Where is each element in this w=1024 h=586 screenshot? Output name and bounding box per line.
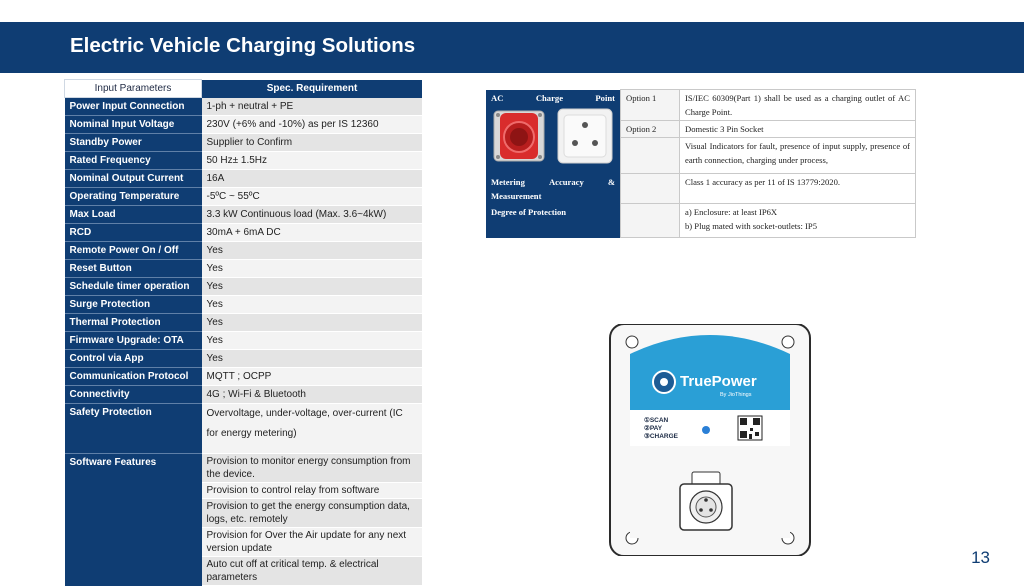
spec-row: [65, 206, 423, 224]
spec-row: [65, 152, 423, 170]
accuracy-word: Accuracy: [548, 176, 584, 187]
spec-value: Yes: [202, 242, 423, 260]
domestic-socket-image: [556, 107, 614, 165]
spec-value: MQTT ; OCPP: [202, 368, 423, 386]
spec-row: [65, 224, 423, 242]
device-step-pay: ②PAY: [644, 425, 663, 432]
spec-value: Yes: [202, 314, 423, 332]
spec-value: Supplier to Confirm: [202, 134, 423, 152]
spec-value: Yes: [202, 332, 423, 350]
col-header-spec-requirement: Spec. Requirement: [202, 80, 423, 98]
metering-word: Metering: [491, 176, 525, 187]
spec-value: Yes: [202, 278, 423, 296]
device-step-charge: ③CHARGE: [644, 433, 678, 440]
spec-label: Max Load: [65, 206, 202, 224]
spec-value: 3.3 kW Continuous load (Max. 3.6~4kW): [202, 206, 423, 224]
ampersand-word: &: [607, 176, 615, 187]
software-features-label: Software Features: [65, 454, 202, 586]
spec-row: [65, 134, 423, 152]
option-1-text: IS/IEC 60309(Part 1) shall be used as a charging outlet of AC Charge Point.: [680, 90, 916, 121]
metering-row: [486, 174, 916, 204]
page-title: Electric Vehicle Charging Solutions: [70, 34, 416, 57]
spec-label: Remote Power On / Off: [65, 242, 202, 260]
option-2-name: Option 2: [621, 121, 680, 138]
protection-label: Degree of Protection: [486, 204, 621, 238]
ac-word: AC: [491, 92, 504, 103]
spec-row: [65, 386, 423, 404]
spec-row: [65, 368, 423, 386]
spec-label: Surge Protection: [65, 296, 202, 314]
software-feature-item: Provision to monitor energy consumption from the device.: [202, 454, 423, 483]
software-feature-item: Provision to control relay from software: [202, 483, 423, 499]
software-feature-item: Provision to get the energy consumption data, logs, etc. remotely: [202, 499, 423, 528]
spec-label: Firmware Upgrade: OTA: [65, 332, 202, 350]
spec-value: Overvoltage, under-voltage, over-current (IC for energy metering): [202, 404, 423, 454]
protection-line-2: b) Plug mated with socket-outlets: IP5: [685, 221, 817, 231]
spec-row: [65, 278, 423, 296]
indicator-row: [486, 138, 916, 174]
metering-mid: [621, 174, 680, 204]
spec-label: RCD: [65, 224, 202, 242]
spec-label: Standby Power: [65, 134, 202, 152]
protection-text: [680, 204, 916, 238]
option-2-text: Domestic 3 Pin Socket: [680, 121, 916, 138]
protection-row: [486, 204, 916, 238]
spec-label: Communication Protocol: [65, 368, 202, 386]
spec-label: Operating Temperature: [65, 188, 202, 206]
spec-value: Yes: [202, 296, 423, 314]
indicator-mid: [621, 138, 680, 174]
slide-header: [0, 22, 1024, 73]
software-feature-item: Provision for Over the Air update for any next version update: [202, 528, 423, 557]
option-row-1: [486, 90, 916, 121]
spec-label: Control via App: [65, 350, 202, 368]
device-step-scan: ①SCAN: [644, 417, 669, 424]
spec-row: [65, 170, 423, 188]
spec-row: [65, 350, 423, 368]
charger-device-image: [520, 324, 900, 556]
spec-value: Yes: [202, 260, 423, 278]
spec-row: [65, 260, 423, 278]
device-brand: TruePower: [680, 373, 757, 390]
spec-label: Nominal Output Current: [65, 170, 202, 188]
spec-value: -5ºC ~ 55ºC: [202, 188, 423, 206]
point-word: Point: [595, 92, 615, 103]
metering-label: [486, 174, 621, 204]
spec-body: [65, 98, 423, 586]
status-led-icon: [702, 426, 710, 434]
spec-label: Safety Protection: [65, 404, 202, 454]
spec-label: Power Input Connection: [65, 98, 202, 116]
page-number: 13: [971, 548, 990, 567]
indicator-text: Visual Indicators for fault, presence of input supply, presence of earth connection, charging under process,: [680, 138, 916, 174]
spec-row: [65, 404, 423, 454]
qr-code-icon: [738, 416, 762, 440]
spec-row: [65, 332, 423, 350]
option-table: [486, 89, 916, 238]
industrial-socket-image: [490, 107, 548, 165]
spec-header-row: [65, 80, 423, 98]
spec-value: 1-ph + neutral + PE: [202, 98, 423, 116]
software-feature-item: Auto cut off at critical temp. & electrical parameters: [202, 557, 423, 586]
protection-line-1: a) Enclosure: at least IP6X: [685, 207, 778, 217]
spec-label: Nominal Input Voltage: [65, 116, 202, 134]
col-header-input-parameters: Input Parameters: [65, 80, 202, 98]
option-1-name: Option 1: [621, 90, 680, 121]
spec-row: [65, 98, 423, 116]
spec-row: [65, 296, 423, 314]
protection-mid: [621, 204, 680, 238]
spec-label: Rated Frequency: [65, 152, 202, 170]
software-row: [65, 454, 423, 483]
spec-row: [65, 188, 423, 206]
spec-row: [65, 314, 423, 332]
spec-label: Thermal Protection: [65, 314, 202, 332]
spec-value: 50 Hz± 1.5Hz: [202, 152, 423, 170]
spec-value: 4G ; Wi-Fi & Bluetooth: [202, 386, 423, 404]
spec-label: Schedule timer operation: [65, 278, 202, 296]
spec-label: Connectivity: [65, 386, 202, 404]
option-row-2: [486, 121, 916, 138]
measurement-word: Measurement: [491, 190, 542, 201]
spec-label: Reset Button: [65, 260, 202, 278]
device-sub-brand: By JioThings: [720, 392, 752, 398]
metering-text: Class 1 accuracy as per 11 of IS 13779:2020.: [680, 174, 916, 204]
spec-value: 16A: [202, 170, 423, 188]
spec-value: 230V (+6% and -10%) as per IS 12360: [202, 116, 423, 134]
spec-table: [64, 79, 422, 586]
spec-value: 30mA + 6mA DC: [202, 224, 423, 242]
spec-row: [65, 116, 423, 134]
spec-row: [65, 242, 423, 260]
spec-value: Yes: [202, 350, 423, 368]
charge-word: Charge: [535, 92, 564, 103]
